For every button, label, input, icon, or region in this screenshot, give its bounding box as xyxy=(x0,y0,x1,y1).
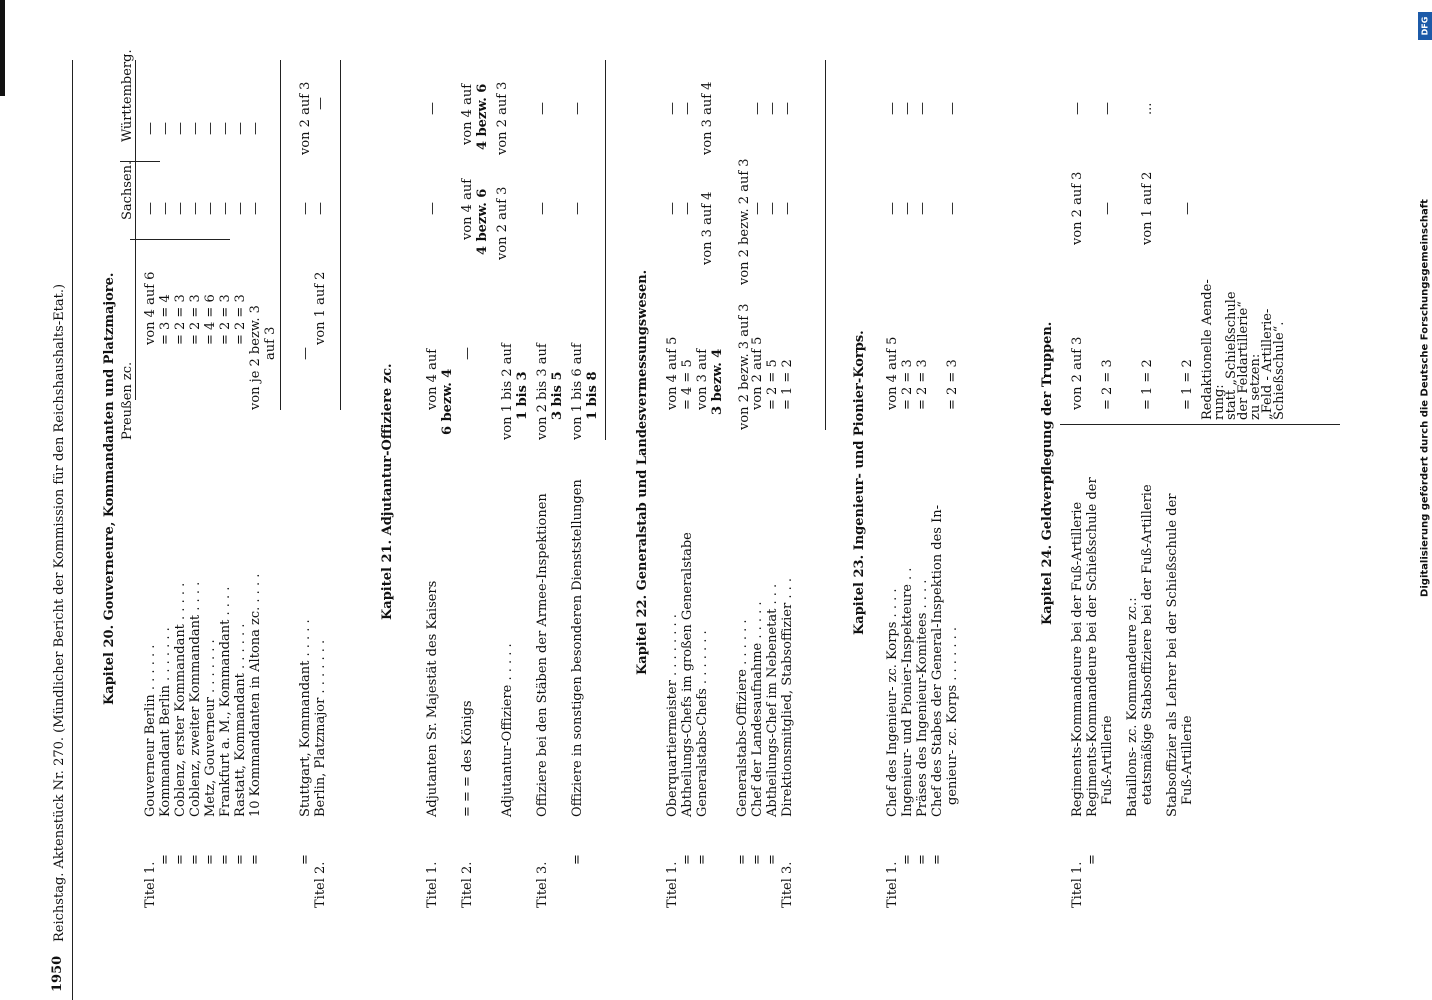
prussia-value: = 2 = 3 xyxy=(173,294,188,345)
entry: Oberquartiermeister . . . . . . . . xyxy=(665,614,680,817)
entry: Abtheilungs-Chefs im großen Generalstabe xyxy=(680,532,695,817)
wuerttemberg-value: — xyxy=(885,102,900,115)
prussia-value-cont: auf 3 xyxy=(263,326,278,360)
footer xyxy=(1418,6,1432,996)
prussia-value: von je 2 bezw. 3 xyxy=(248,305,263,410)
saxony-value: von 3 auf 4 xyxy=(700,191,715,265)
ditto: = xyxy=(1085,854,1100,865)
title-label: Titel 2. xyxy=(313,861,328,908)
column-saxony: Sachsen. xyxy=(120,160,135,220)
saxony-value: — xyxy=(298,202,313,215)
wuerttemberg-value: — xyxy=(313,97,328,110)
prussia-value: von 2 auf 3 xyxy=(1070,336,1085,410)
prussia-value: = 2 = 3 xyxy=(188,294,203,345)
saxony-value: — xyxy=(665,202,680,215)
prussia-value: = 2 = 3 xyxy=(900,359,915,410)
entry: Coblenz, erster Kommandant . . . . . xyxy=(173,582,188,817)
wuerttemberg-value: — xyxy=(535,102,550,115)
ditto: = xyxy=(188,854,203,865)
entry: Gouverneur Berlin . . . . . . xyxy=(143,644,158,817)
entry: Bataillons- zc. Kommandeure zc.: xyxy=(1125,597,1140,817)
ditto: = xyxy=(750,854,765,865)
wuerttemberg-value: — xyxy=(248,122,263,135)
wuerttemberg-value: — xyxy=(765,102,780,115)
column-divider xyxy=(120,161,160,162)
saxony-value: — xyxy=(915,202,930,215)
saxony-value: von 4 auf xyxy=(460,178,475,240)
saxony-value: — xyxy=(188,202,203,215)
saxony-value: — xyxy=(900,202,915,215)
wuerttemberg-value: — xyxy=(750,102,765,115)
column-divider xyxy=(130,239,230,240)
prussia-value: — xyxy=(298,347,313,360)
wuerttemberg-value: — xyxy=(900,102,915,115)
prussia-value: von 4 auf 5 xyxy=(885,336,900,410)
prussia-value: von 4 auf xyxy=(425,348,440,410)
prussia-value: von 2 bezw. 3 auf 3 xyxy=(737,303,752,430)
ditto: = xyxy=(233,854,248,865)
title-label: Titel 3. xyxy=(780,861,795,908)
saxony-value: von 2 auf 3 xyxy=(1070,171,1085,245)
prussia-value: = 2 = 3 xyxy=(1100,359,1115,410)
dfg-logo xyxy=(1418,12,1432,40)
saxony-value: — xyxy=(780,202,795,215)
prussia-value: = 1 = 2 xyxy=(1140,359,1155,410)
ditto: = xyxy=(695,854,710,865)
section-rule xyxy=(340,60,341,410)
chapter-23-heading: Kapitel 23. Ingenieur- und Pionier-Korps. xyxy=(852,330,867,635)
title-label: Titel 1. xyxy=(1070,861,1085,908)
section-rule xyxy=(825,60,826,430)
prussia-value: von 2 bis 3 auf xyxy=(535,343,550,440)
saxony-value: — xyxy=(885,202,900,215)
note: statt „Schießschule xyxy=(1224,291,1239,420)
entry-cont: Fuß-Artillerie xyxy=(1180,715,1195,805)
chapter-21-heading: Kapitel 21. Adjutantur-Offiziere zc. xyxy=(380,363,395,620)
ditto: = xyxy=(765,854,780,865)
entry: Offiziere in sonstigen besonderen Dienststellungen xyxy=(570,479,585,817)
saxony-value: — xyxy=(248,202,263,215)
note: zu setzen: xyxy=(1248,353,1263,420)
prussia-value-cont: 6 bezw. 4 xyxy=(440,368,455,435)
entry: Chef des Ingenieur- zc. Korps . . . . xyxy=(885,588,900,817)
prussia-value: = 2 = 3 xyxy=(945,359,960,410)
title-label: Titel 1. xyxy=(143,861,158,908)
ditto: = xyxy=(680,854,695,865)
title-label: Titel 3. xyxy=(535,861,550,908)
ditto: = xyxy=(173,854,188,865)
prussia-value: von 4 auf 5 xyxy=(665,336,680,410)
column-header-rule xyxy=(135,60,136,400)
ditto: = xyxy=(570,854,585,865)
wuerttemberg-value: — xyxy=(218,122,233,135)
entry: Stabsoffizier als Lehrer bei der Schießschule der xyxy=(1165,493,1180,817)
entry-cont: genieur- zc. Korps . . . . . . . xyxy=(945,627,960,805)
wuerttemberg-value: — xyxy=(945,102,960,115)
saxony-value: — xyxy=(1100,202,1115,215)
wuerttemberg-value: — xyxy=(203,122,218,135)
prussia-value: — xyxy=(460,347,475,360)
wuerttemberg-value: — xyxy=(680,102,695,115)
prussia-value-cont: 3 bis 5 xyxy=(550,371,565,420)
saxony-value: — xyxy=(765,202,780,215)
header-rule xyxy=(72,60,73,1000)
prussia-value-cont: 1 bis 8 xyxy=(585,371,600,420)
wuerttemberg-value: von 3 auf 4 xyxy=(700,81,715,155)
entry: = = = des Königs xyxy=(460,700,475,817)
entry: Regiments-Kommandeure bei der Schießschule der xyxy=(1085,477,1100,817)
note: „Feld - Artillerie- xyxy=(1260,308,1275,420)
note: der Feldartillerie“ xyxy=(1236,301,1251,420)
prussia-value: von 1 bis 2 auf xyxy=(500,343,515,440)
wuerttemberg-value: von 4 auf xyxy=(460,83,475,145)
entry: Adjutanten Sr. Majestät des Kaisers xyxy=(425,580,440,817)
saxony-value: — xyxy=(570,202,585,215)
title-label: Titel 1. xyxy=(665,861,680,908)
entry: Berlin, Platzmajor . . . . . . . xyxy=(313,639,328,817)
prussia-value: = 1 = 2 xyxy=(780,359,795,410)
prussia-value: = 4 = 5 xyxy=(680,359,695,410)
column-divider xyxy=(1060,424,1340,425)
wuerttemberg-value: — xyxy=(143,122,158,135)
saxony-value: — xyxy=(203,202,218,215)
saxony-value: — xyxy=(143,202,158,215)
wuerttemberg-value: — xyxy=(233,122,248,135)
saxony-value: — xyxy=(313,202,328,215)
prussia-value: = 2 = 3 xyxy=(915,359,930,410)
chapter-24-heading: Kapitel 24. Geldverpflegung der Truppen. xyxy=(1040,321,1055,625)
ditto: = xyxy=(915,854,930,865)
title-label: Titel 1. xyxy=(885,861,900,908)
title-label: Titel 1. xyxy=(425,861,440,908)
saxony-value: — xyxy=(233,202,248,215)
wuerttemberg-value: — xyxy=(665,102,680,115)
prussia-value: von 2 auf 5 xyxy=(750,336,765,410)
saxony-value-cont: 4 bezw. 6 xyxy=(475,188,490,255)
saxony-value: — xyxy=(218,202,233,215)
prussia-value-cont: 1 bis 3 xyxy=(515,371,530,420)
entry: Chef der Landesaufnahme . . . . . xyxy=(750,601,765,817)
prussia-value: = 2 = 5 xyxy=(765,359,780,410)
ditto: = xyxy=(248,854,263,865)
saxony-value: — xyxy=(173,202,188,215)
wuerttemberg-value: — xyxy=(570,102,585,115)
saxony-value: — xyxy=(680,202,695,215)
entry-cont: Fuß-Artillerie xyxy=(1100,715,1115,805)
wuerttemberg-value: — xyxy=(173,122,188,135)
saxony-value: — xyxy=(945,202,960,215)
entry: Stuttgart, Kommandant . . . . . xyxy=(298,619,313,817)
entry: Coblenz, zweiter Kommandant . . . . xyxy=(188,581,203,817)
saxony-value: von 2 bezw. 2 auf 3 xyxy=(737,158,752,285)
wuerttemberg-value: — xyxy=(188,122,203,135)
prussia-value: von 3 auf xyxy=(695,348,710,410)
wuerttemberg-value: — xyxy=(158,122,173,135)
entry: Direktionsmitglied, Stabsoffizier . . . xyxy=(780,577,795,817)
wuerttemberg-value: von 2 auf 3 xyxy=(495,81,510,155)
note: Schießschule“. xyxy=(1272,321,1287,420)
prussia-value: = 2 = 3 xyxy=(233,294,248,345)
prussia-value: = 1 = 2 xyxy=(1180,359,1195,410)
prussia-value: = 3 = 4 xyxy=(158,294,173,345)
saxony-value: — xyxy=(535,202,550,215)
wuerttemberg-value: von 2 auf 3 xyxy=(298,81,313,155)
saxony-value: — xyxy=(425,202,440,215)
column-wuerttemberg: Württemberg. xyxy=(120,49,135,142)
saxony-value: — xyxy=(750,202,765,215)
entry: Generalstabs-Offiziere . . . . . . xyxy=(735,619,750,817)
entry: Ingenieur- und Pionier-Inspekteure . . xyxy=(900,567,915,817)
prussia-value: = 4 = 6 xyxy=(203,294,218,345)
entry: Regiments-Kommandeure bei der Fuß-Artillerie xyxy=(1070,501,1085,817)
row-rule xyxy=(280,60,281,410)
column-prussia: Preußen zc. xyxy=(120,361,135,440)
prussia-value: von 4 auf 6 xyxy=(143,271,158,345)
note: rung: xyxy=(1212,384,1227,420)
ditto: = xyxy=(218,854,233,865)
entry: Generalstabs-Chefs . . . . . . . xyxy=(695,630,710,817)
saxony-value: von 2 auf 3 xyxy=(495,186,510,260)
ditto: = xyxy=(203,854,218,865)
prussia-value: von 1 bis 6 auf xyxy=(570,343,585,440)
ditto: = xyxy=(930,854,945,865)
wuerttemberg-value: — xyxy=(1100,102,1115,115)
wuerttemberg-value: — xyxy=(780,102,795,115)
page-number: 1950 xyxy=(50,955,65,992)
wuerttemberg-value: — xyxy=(1070,102,1085,115)
entry: Präses des Ingenieur-Komitees . . . . xyxy=(915,579,930,817)
entry: 10 Kommandanten in Altona zc. . . . . xyxy=(248,573,263,817)
ditto: = xyxy=(900,854,915,865)
entry: Offiziere bei den Stäben der Armee-Inspektionen xyxy=(535,493,550,817)
ditto: = xyxy=(298,854,313,865)
entry: Adjutantur-Offiziere . . . . . xyxy=(500,643,515,817)
section-rule xyxy=(605,60,606,440)
entry: Frankfurt a. M., Kommandant . . . . xyxy=(218,586,233,817)
entry: Abtheilungs-Chef im Nebenetat . . . xyxy=(765,583,780,817)
ditto: = xyxy=(158,854,173,865)
page-title: Reichstag. Aktenstück Nr. 270. (Mündlicher Bericht der Kommission für den Reichshaushalts-Etat.) xyxy=(52,283,67,942)
saxony-value: von 1 auf 2 xyxy=(1140,171,1155,245)
entry: Metz, Gouverneur . . . . . . . xyxy=(203,639,218,817)
dfg-logo-text: DFG xyxy=(1420,16,1430,36)
entry: Kommandant Berlin . . . . . . . xyxy=(158,627,173,817)
note: Redaktionelle Aende- xyxy=(1200,279,1215,420)
prussia-value-cont: 3 bezw. 4 xyxy=(710,348,725,415)
wuerttemberg-value: — xyxy=(915,102,930,115)
entry: Chef des Stabes der General-Inspektion des In- xyxy=(930,505,945,817)
ditto: = xyxy=(735,854,750,865)
title-label: Titel 2. xyxy=(460,861,475,908)
chapter-20-heading: Kapitel 20. Gouverneure, Kommandanten und Platzmajore. xyxy=(102,272,117,705)
chapter-22-heading: Kapitel 22. Generalstab und Landesvermessungswesen. xyxy=(635,269,650,675)
wuerttemberg-value: ... xyxy=(1140,102,1155,115)
entry: Rastatt, Kommandant . . . . . . xyxy=(233,623,248,817)
saxony-value: — xyxy=(158,202,173,215)
saxony-value: — xyxy=(1180,202,1195,215)
prussia-value: = 2 = 3 xyxy=(218,294,233,345)
wuerttemberg-value-cont: 4 bezw. 6 xyxy=(475,83,490,150)
wuerttemberg-value: — xyxy=(425,102,440,115)
funding-note: Digitalisierung gefördert durch die Deutsche Forschungsgemeinschaft xyxy=(1419,199,1431,597)
entry: etatsmäßige Stabsoffiziere bei der Fuß-Artillerie xyxy=(1140,484,1155,805)
prussia-value: von 1 auf 2 xyxy=(313,271,328,345)
